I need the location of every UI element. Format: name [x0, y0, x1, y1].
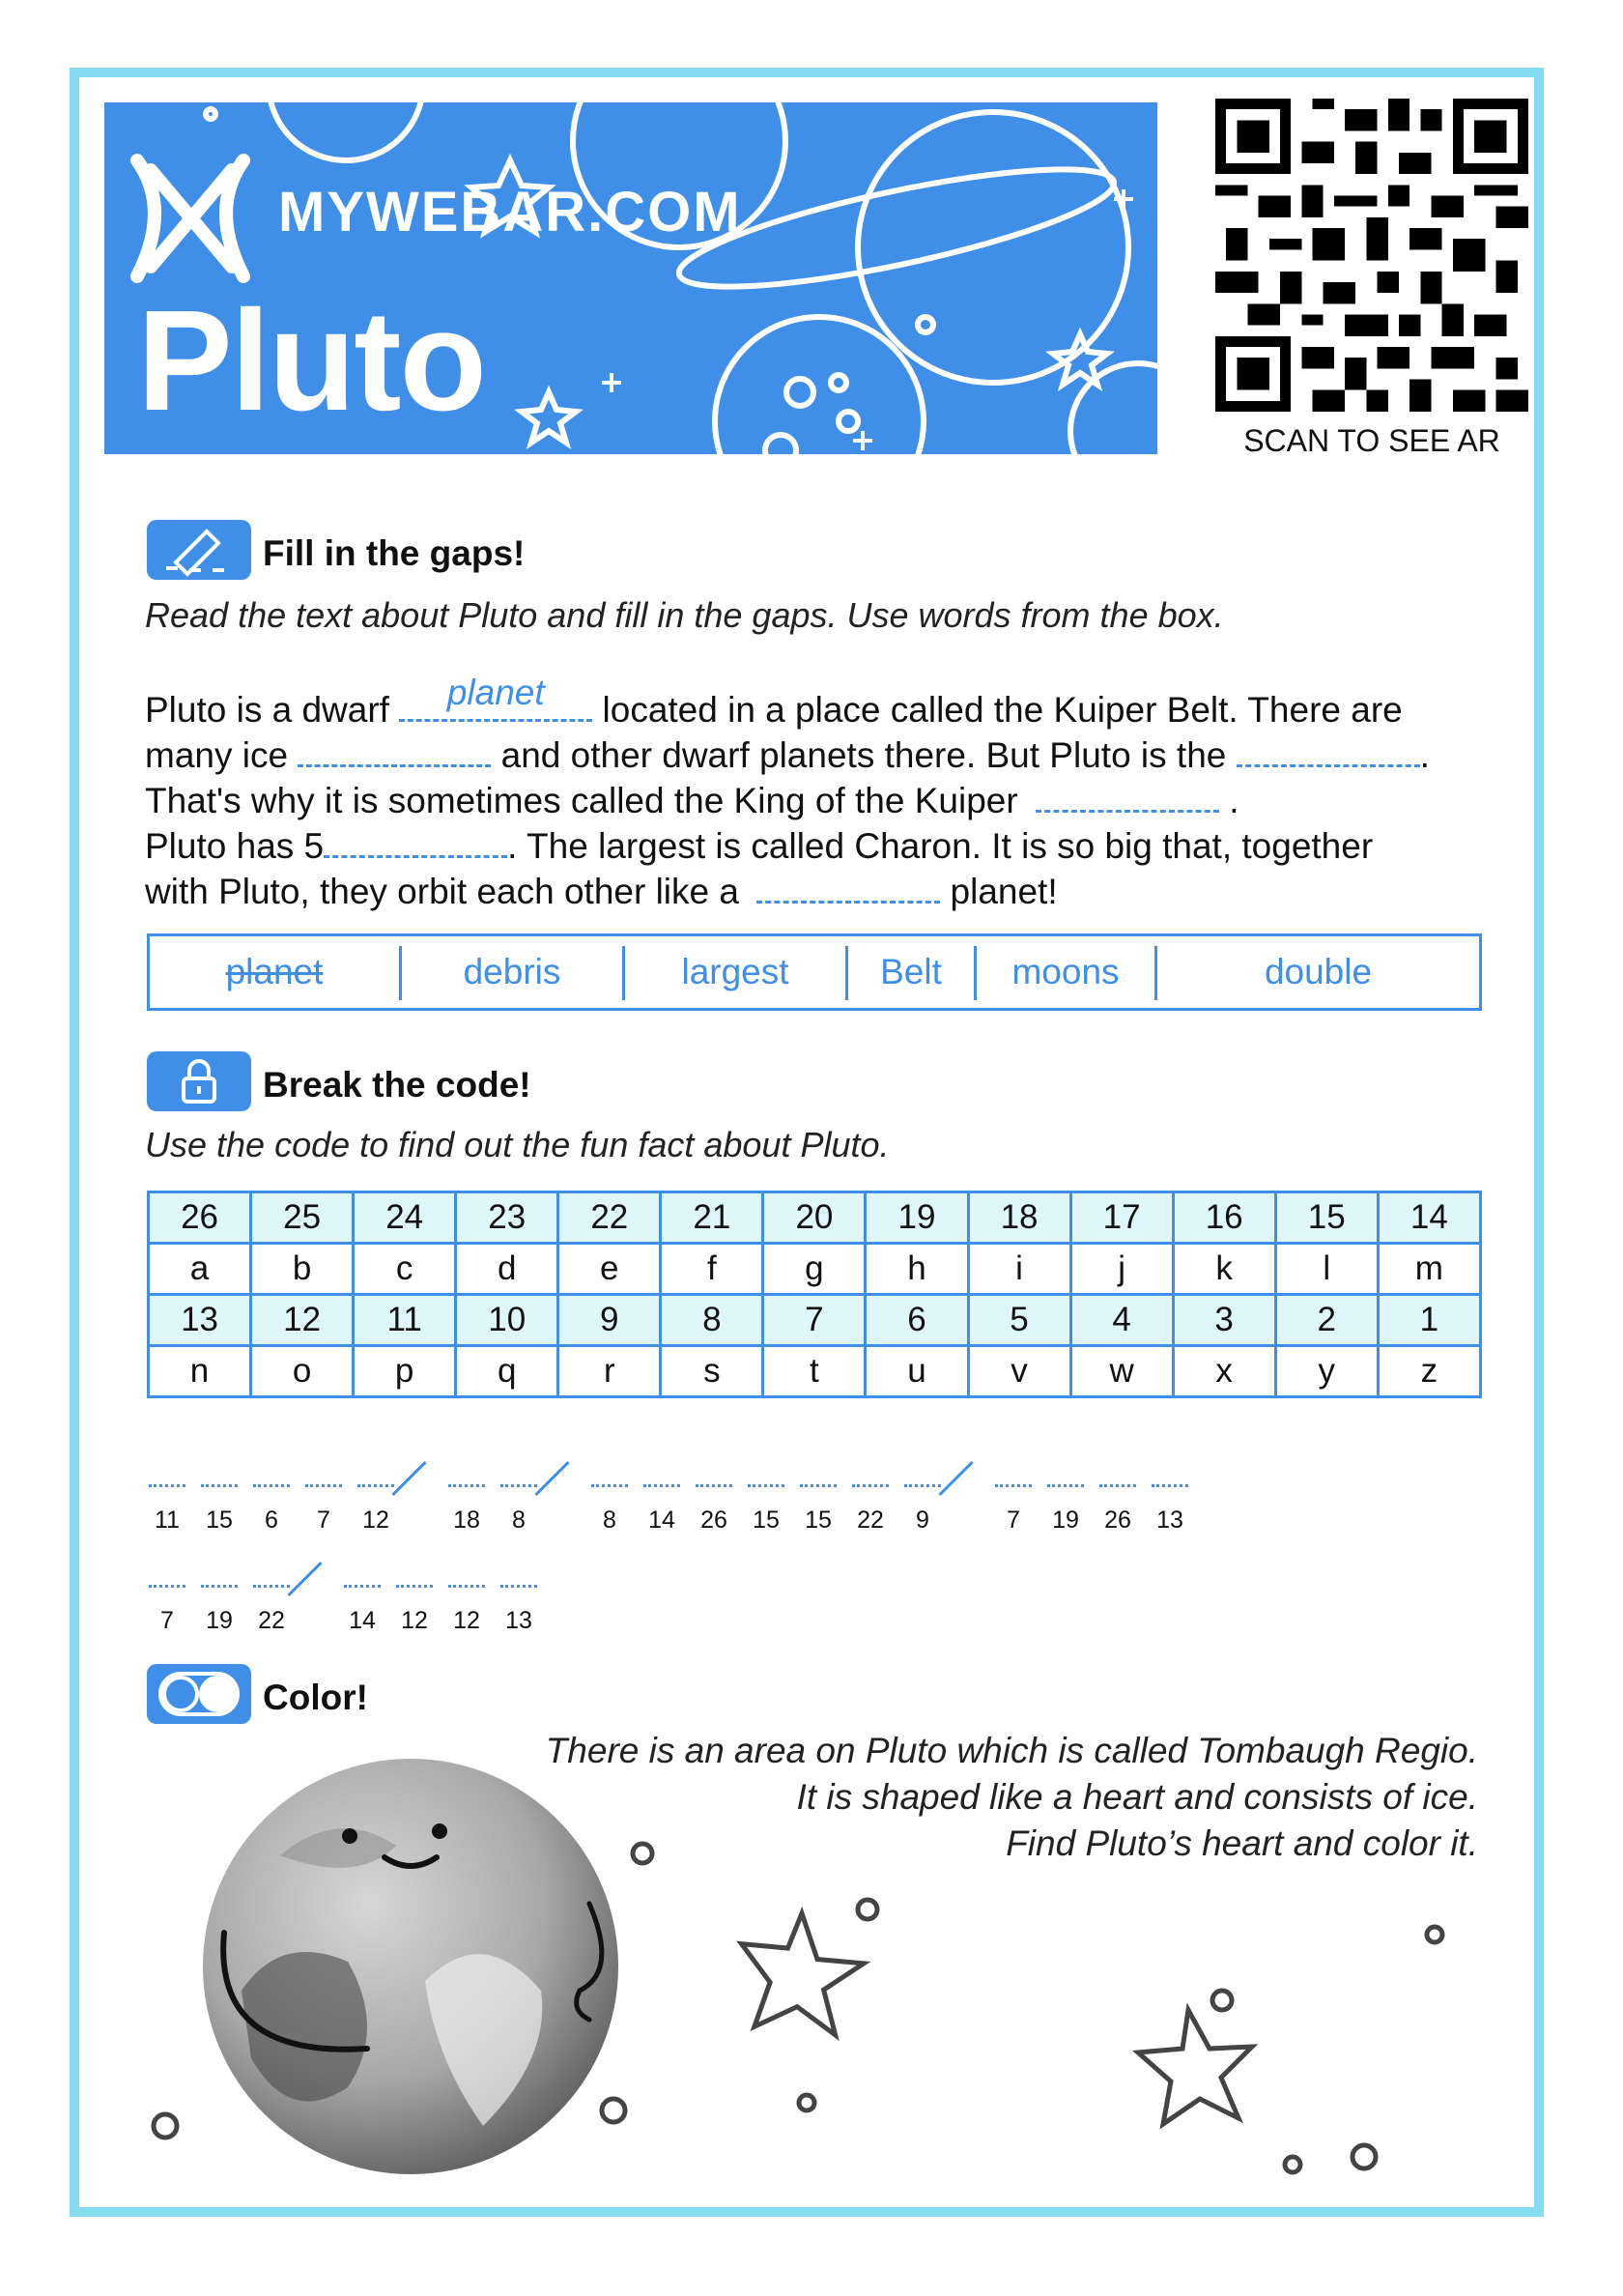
- code-row-letters-2: [149, 1346, 1481, 1397]
- code-number-cell: 15: [1275, 1192, 1378, 1244]
- fill-text: . The largest is called Charon. It is so big that, together: [507, 826, 1374, 866]
- code-number-cell: 18: [968, 1192, 1070, 1244]
- code-letter-cell: r: [558, 1346, 661, 1397]
- code-section-title: Break the code!: [263, 1065, 531, 1105]
- fill-text: many ice: [145, 735, 289, 775]
- code-letter-cell: z: [1378, 1346, 1480, 1397]
- code-letter-cell: t: [763, 1346, 866, 1397]
- word-largest: largest: [681, 952, 789, 991]
- fact-line-1: There is an area on Pluto which is called Tombaugh Regio.: [545, 1731, 1478, 1770]
- code-row-numbers-2: [149, 1295, 1481, 1346]
- code-number-cell: 2: [1275, 1295, 1378, 1346]
- code-letter-cell: h: [866, 1244, 968, 1295]
- gap-4[interactable]: [1036, 777, 1219, 813]
- scan-label: SCAN TO SEE AR: [1243, 423, 1500, 458]
- code-letter-blank[interactable]: 15: [197, 1473, 242, 1535]
- code-letter-blank[interactable]: 12: [444, 1573, 489, 1635]
- code-number-cell: 25: [251, 1192, 354, 1244]
- code-number-cell: 14: [1378, 1192, 1480, 1244]
- code-letter-cell: p: [354, 1346, 456, 1397]
- code-letter-cell: w: [1070, 1346, 1173, 1397]
- code-number-cell: 16: [1173, 1192, 1275, 1244]
- pluto-planet[interactable]: [203, 1759, 618, 2174]
- gap-6[interactable]: [756, 868, 940, 904]
- fill-text: Pluto has 5: [145, 826, 325, 866]
- code-letter-cell: d: [456, 1244, 558, 1295]
- code-letter-blank[interactable]: 26: [692, 1473, 736, 1535]
- fill-section-title: Fill in the gaps!: [263, 533, 526, 573]
- code-letter-cell: u: [866, 1346, 968, 1397]
- code-letter-blank[interactable]: 14: [340, 1573, 384, 1635]
- code-number-cell: 22: [558, 1192, 661, 1244]
- code-letter-cell: b: [251, 1244, 354, 1295]
- fill-text: located in a place called the Kuiper Belt. There are: [602, 690, 1403, 730]
- word-belt: Belt: [880, 952, 942, 991]
- color-section-title: Color!: [263, 1678, 368, 1717]
- fill-text: Pluto is a dwarf: [145, 690, 389, 730]
- code-letter-cell: x: [1173, 1346, 1275, 1397]
- code-letter-cell: k: [1173, 1244, 1275, 1295]
- lock-icon: [147, 1051, 251, 1111]
- fill-instruction: Read the text about Pluto and fill in the gaps. Use words from the box.: [145, 595, 1224, 635]
- code-instruction: Use the code to find out the fun fact about Pluto.: [145, 1125, 890, 1164]
- code-letter-blank[interactable]: 13: [1148, 1473, 1192, 1535]
- gap-3[interactable]: [1237, 732, 1420, 767]
- code-letter-cell: j: [1070, 1244, 1173, 1295]
- word-debris: debris: [463, 952, 561, 991]
- fill-line-1: [145, 673, 1403, 731]
- pencil-icon: [147, 520, 251, 580]
- code-number-cell: 26: [149, 1192, 251, 1244]
- code-number-cell: 1: [1378, 1295, 1480, 1346]
- fill-line-4: [145, 822, 1373, 867]
- code-letter-cell: i: [968, 1244, 1070, 1295]
- code-letter-blank[interactable]: 22: [249, 1573, 294, 1635]
- code-number-cell: 11: [354, 1295, 456, 1346]
- code-number-cell: 17: [1070, 1192, 1173, 1244]
- code-number-cell: 21: [661, 1192, 763, 1244]
- code-letter-cell: v: [968, 1346, 1070, 1397]
- fill-text: .: [1419, 735, 1430, 775]
- code-letter-cell: q: [456, 1346, 558, 1397]
- code-letter-blank[interactable]: 6: [249, 1473, 294, 1535]
- header-banner: [104, 102, 1157, 454]
- code-letter-cell: m: [1378, 1244, 1480, 1295]
- code-letter-cell: l: [1275, 1244, 1378, 1295]
- code-letter-blank[interactable]: 12: [354, 1473, 398, 1535]
- gap-5[interactable]: [324, 822, 507, 858]
- code-letter-cell: g: [763, 1244, 866, 1295]
- code-number-cell: 8: [661, 1295, 763, 1346]
- fact-line-2: It is shaped like a heart and consists of ice.: [796, 1777, 1478, 1817]
- code-letter-blank[interactable]: 14: [640, 1473, 684, 1535]
- code-row-letters-1: [149, 1244, 1481, 1295]
- code-letter-cell: s: [661, 1346, 763, 1397]
- code-number-cell: 13: [149, 1295, 251, 1346]
- gap-2[interactable]: [298, 732, 491, 767]
- code-letter-blank[interactable]: 12: [392, 1573, 437, 1635]
- code-letter-blank[interactable]: 18: [444, 1473, 489, 1535]
- code-letter-blank[interactable]: 11: [145, 1473, 189, 1535]
- code-number-cell: 3: [1173, 1295, 1275, 1346]
- code-letter-blank[interactable]: 7: [145, 1573, 189, 1635]
- toggle-icon: [147, 1664, 251, 1724]
- fill-text: That's why it is sometimes called the King of the Kuiper: [145, 781, 1018, 820]
- fact-line-3: Find Pluto’s heart and color it.: [1006, 1823, 1478, 1863]
- code-number-cell: 12: [251, 1295, 354, 1346]
- code-number-cell: 10: [456, 1295, 558, 1346]
- code-letter-blank[interactable]: 9: [900, 1473, 945, 1535]
- code-letter-blank[interactable]: 15: [744, 1473, 788, 1535]
- qr-code[interactable]: [1215, 99, 1528, 412]
- word-double: double: [1264, 952, 1373, 991]
- brand-name: MYWEBAR.COM: [278, 181, 742, 244]
- code-number-cell: 9: [558, 1295, 661, 1346]
- code-letter-blank[interactable]: 19: [197, 1573, 242, 1635]
- fill-line-2: [145, 732, 1430, 776]
- code-letter-blank[interactable]: 19: [1043, 1473, 1088, 1535]
- fill-text: planet!: [950, 872, 1058, 911]
- gap-1-answer: planet: [446, 673, 545, 712]
- gap-1[interactable]: [399, 673, 592, 722]
- code-letter-cell: c: [354, 1244, 456, 1295]
- fill-line-5: [145, 868, 1058, 912]
- code-letter-blank[interactable]: 26: [1096, 1473, 1140, 1535]
- code-number-cell: 5: [968, 1295, 1070, 1346]
- code-letter-blank[interactable]: 7: [301, 1473, 346, 1535]
- fill-line-3: [145, 777, 1239, 821]
- code-number-cell: 23: [456, 1192, 558, 1244]
- word-box: [147, 933, 1482, 1011]
- fill-text: and other dwarf planets there. But Pluto is the: [500, 735, 1227, 775]
- code-number-cell: 20: [763, 1192, 866, 1244]
- code-letter-cell: n: [149, 1346, 251, 1397]
- code-letter-blank[interactable]: 15: [796, 1473, 840, 1535]
- code-letter-blank[interactable]: 8: [497, 1473, 541, 1535]
- code-number-cell: 7: [763, 1295, 866, 1346]
- code-letter-blank[interactable]: 7: [991, 1473, 1036, 1535]
- code-number-cell: 4: [1070, 1295, 1173, 1346]
- code-letter-cell: o: [251, 1346, 354, 1397]
- code-letter-blank[interactable]: 8: [587, 1473, 632, 1535]
- code-table: [147, 1191, 1482, 1398]
- code-letter-cell: e: [558, 1244, 661, 1295]
- code-letter-blank[interactable]: 22: [848, 1473, 893, 1535]
- fill-text: .: [1229, 781, 1239, 820]
- fill-text: with Pluto, they orbit each other like a: [145, 872, 739, 911]
- code-letter-blank[interactable]: 13: [497, 1573, 541, 1635]
- code-number-cell: 24: [354, 1192, 456, 1244]
- code-row-numbers-1: [149, 1192, 1481, 1244]
- word-moons: moons: [1011, 952, 1120, 991]
- code-letter-cell: f: [661, 1244, 763, 1295]
- code-number-cell: 19: [866, 1192, 968, 1244]
- coloring-illustration: [135, 1739, 1526, 2184]
- page-title: Pluto: [137, 281, 485, 441]
- code-letter-cell: y: [1275, 1346, 1378, 1397]
- code-number-cell: 6: [866, 1295, 968, 1346]
- code-letter-cell: a: [149, 1244, 251, 1295]
- word-planet: planet: [225, 952, 324, 991]
